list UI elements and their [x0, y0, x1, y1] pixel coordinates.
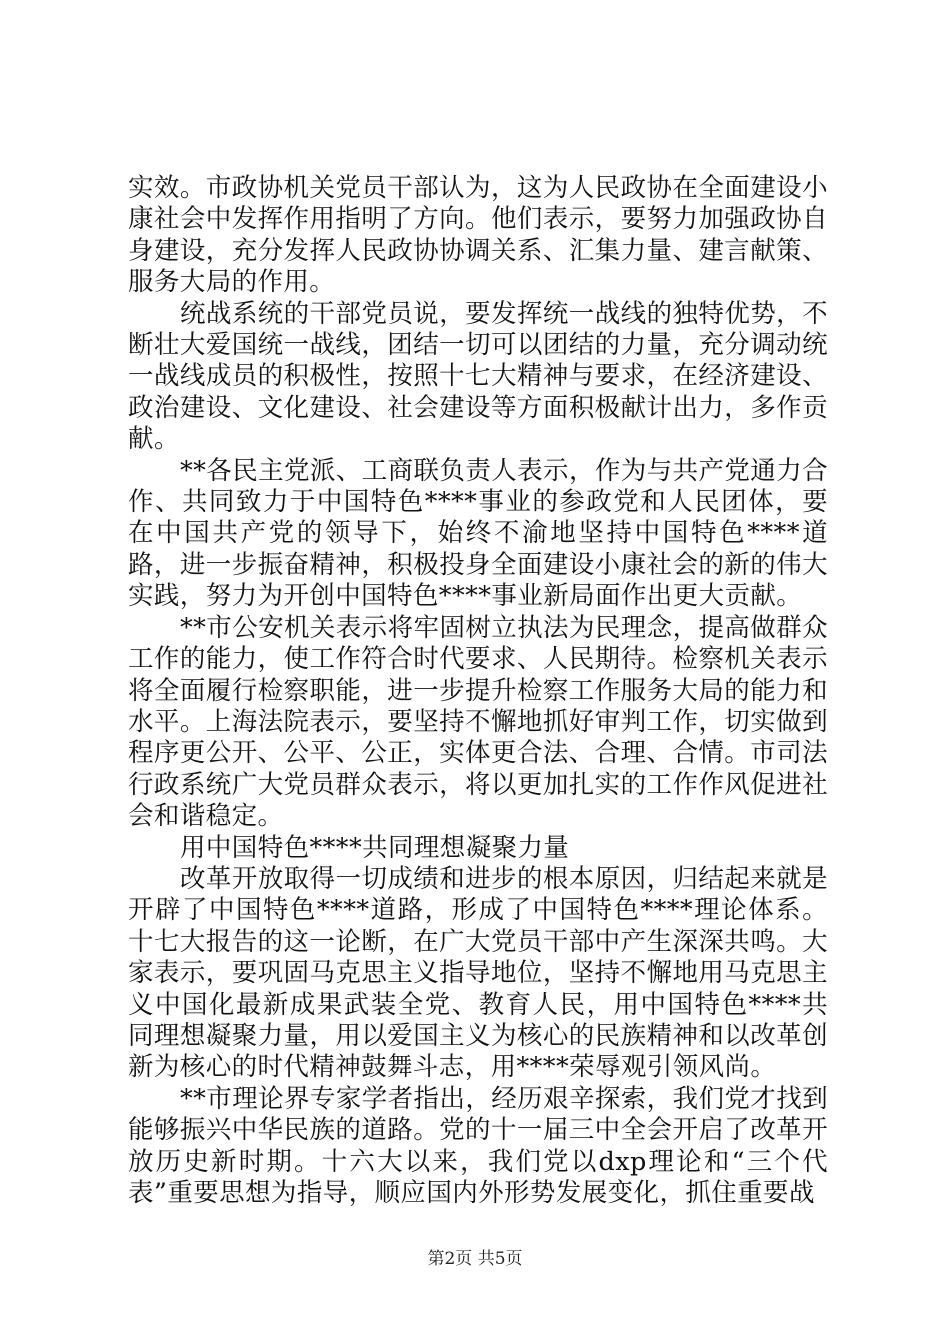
paragraph-6: **市理论界专家学者指出，经历艰辛探索，我们党才找到能够振兴中华民族的道路。党的十一届三中全会开启了改革开放历史新时期。十六大以来，我们党以dxp理论和“三个代表”重要思想为指导，顺应国内外形势发展变化，抓住重要战 — [128, 1083, 828, 1208]
paragraph-4: **市公安机关表示将牢固树立执法为民理念，提高做群众工作的能力，使工作符合时代要求、人民期待。检察机关表示将全面履行检察职能，进一步提升检察工作服务大局的能力和水平。上海法院表示，要坚持不懈地抓好审判工作，切实做到程序更公开、公平、公正，实体更合法、合理、合情。市司法行政系统广大党员群众表示，将以更加扎实的工作作风促进社会和谐稳定。 — [128, 612, 828, 832]
paragraph-1: 实效。市政协机关党员干部认为，这为人民政协在全面建设小康社会中发挥作用指明了方向。他们表示，要努力加强政协自身建设，充分发挥人民政协协调关系、汇集力量、建言献策、服务大局的作用。 — [128, 173, 828, 298]
paragraph-2: 统战系统的干部党员说，要发挥统一战线的独特优势，不断壮大爱国统一战线，团结一切可以团结的力量，充分调动统一战线成员的积极性，按照十七大精神与要求，在经济建设、政治建设、文化建设、社会建设等方面积极献计出力，多作贡献。 — [128, 298, 828, 455]
paragraph-5: 改革开放取得一切成绩和进步的根本原因，归结起来就是开辟了中国特色****道路，形成了中国特色****理论体系。十七大报告的这一论断，在广大党员干部中产生深深共鸣。大家表示，要巩固马克思主义指导地位，坚持不懈地用马克思主义中国化最新成果武装全党、教育人民，用中国特色****共同理想凝聚力量，用以爱国主义为核心的民族精神和以改革创新为核心的时代精神鼓舞斗志，用****荣辱观引领风尚。 — [128, 863, 828, 1083]
section-heading: 用中国特色****共同理想凝聚力量 — [180, 832, 570, 863]
document-body — [128, 173, 828, 1209]
paragraph-3: **各民主党派、工商联负责人表示，作为与共产党通力合作、共同致力于中国特色****事业的参政党和人民团体，要在中国共产党的领导下，始终不渝地坚持中国特色****道路，进一步振奋精神，积极投身全面建设小康社会的新的伟大实践，努力为开创中国特色****事业新局面作出更大贡献。 — [128, 455, 828, 612]
page-number-footer: 第2页 共5页 — [427, 1249, 523, 1269]
